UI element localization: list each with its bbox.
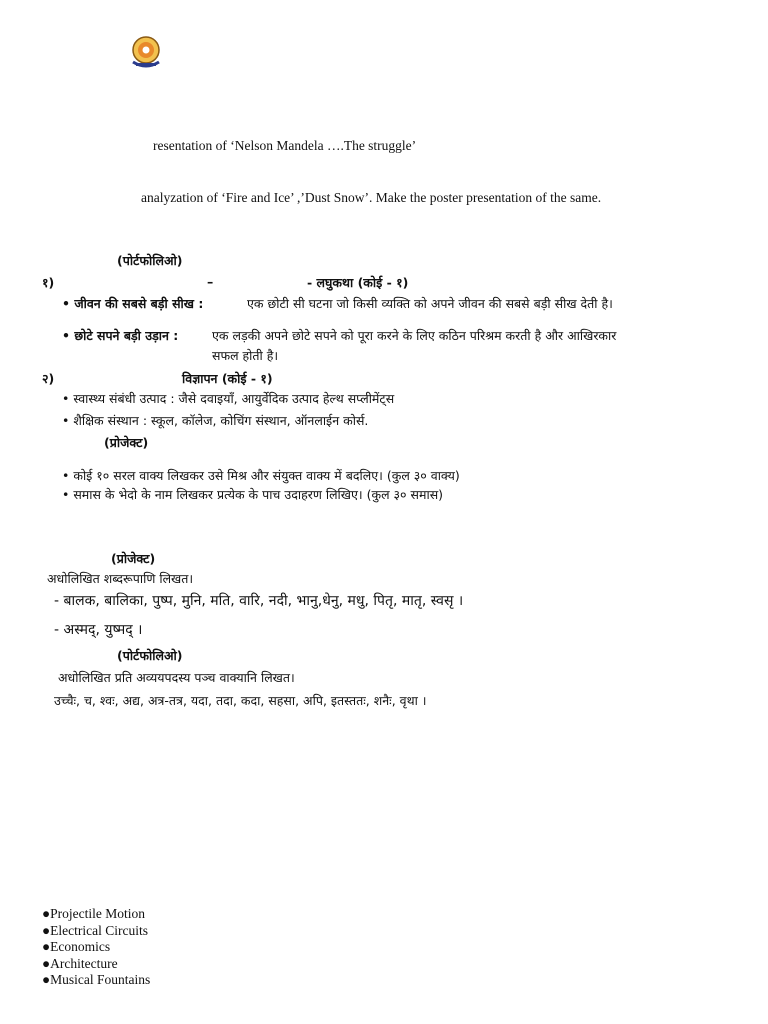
sanskrit-portfolio-heading: (पोर्टफोलिओ)	[117, 648, 183, 663]
item2-title: विज्ञापन (कोई - १)	[182, 371, 273, 386]
item1-dash: –	[207, 274, 214, 289]
hindi-portfolio-heading: (पोर्टफोलिओ)	[117, 253, 183, 268]
bullet1-label: • जीवन की सबसे बड़ी सीख :	[62, 296, 204, 311]
sanskrit-instruction-1: अधोलिखित शब्दरूपाणि लिखत।	[47, 571, 194, 586]
list-item: ●Economics	[42, 939, 111, 955]
bullet2-text: एक लड़की अपने छोटे सपने को पूरा करने के लिए कठिन परिश्रम करती है और आखिरकार	[212, 328, 617, 343]
list-item: ●Architecture	[42, 955, 118, 971]
english-task-1: resentation of ‘Nelson Mandela ….The struggle’	[153, 138, 417, 153]
pronoun-list: - अस्मद्, युष्मद् ।	[54, 622, 143, 638]
sanskrit-project-heading: (प्रोजेक्ट)	[111, 551, 156, 566]
item1-title: - लघुकथा (कोई - १)	[307, 275, 409, 290]
bullet2-label: • छोटे सपने बड़ी उड़ान :	[62, 328, 179, 343]
list-item: ●Projectile Motion	[42, 906, 146, 921]
list-item: ●Electrical Circuits	[42, 922, 148, 938]
bullet1-text: एक छोटी सी घटना जो किसी व्यक्ति को अपने जीवन की सबसे बड़ी सीख देती है।	[247, 296, 613, 311]
avyaya-list: उच्चैः, च, श्वः, अद्य, अत्र-तत्र, यदा, तदा, कदा, सहसा, अपि, इतस्ततः, शनैः, वृथा ।	[54, 693, 427, 708]
project-task-2: • समास के भेदो के नाम लिखकर प्रत्येक के पाच उदाहरण लिखिए। (कुल ३० समास)	[62, 487, 444, 502]
project-task-1: • कोई १० सरल वाक्य लिखकर उसे मिश्र और संयुक्त वाक्य में बदलिए। (कुल ३० वाक्य)	[62, 468, 460, 483]
ad-option-2: • शैक्षिक संस्थान : स्कूल, कॉलेज, कोचिंग संस्थान, ऑनलाईन कोर्स.	[62, 413, 369, 428]
list-item: ●Musical Fountains	[42, 972, 151, 988]
shabdroop-list: - बालक, बालिका, पुष्प, मुनि, मति, वारि, नदी, भानु,धेनु, मधु, पितृ, मातृ, स्वसृ ।	[54, 593, 464, 609]
ad-option-1: • स्वास्थ्य संबंधी उत्पाद : जैसे दवाइयाँ, आयुर्वेदिक उत्पाद हेल्थ सप्लीमेंट्स	[62, 391, 395, 406]
item2-number: २)	[42, 371, 55, 386]
topics-list	[42, 906, 150, 989]
school-emblem-icon	[127, 32, 165, 70]
item1-number: १)	[42, 275, 55, 290]
english-task-2: analyzation of ‘Fire and Ice’ ,’Dust Snow’. Make the poster presentation of the same.	[141, 190, 602, 205]
hindi-project-heading: (प्रोजेक्ट)	[104, 435, 149, 450]
bullet2-continuation: सफल होती है।	[212, 348, 279, 363]
sanskrit-instruction-2: अधोलिखित प्रति अव्ययपदस्य पञ्च वाक्यानि लिखत।	[58, 670, 295, 685]
